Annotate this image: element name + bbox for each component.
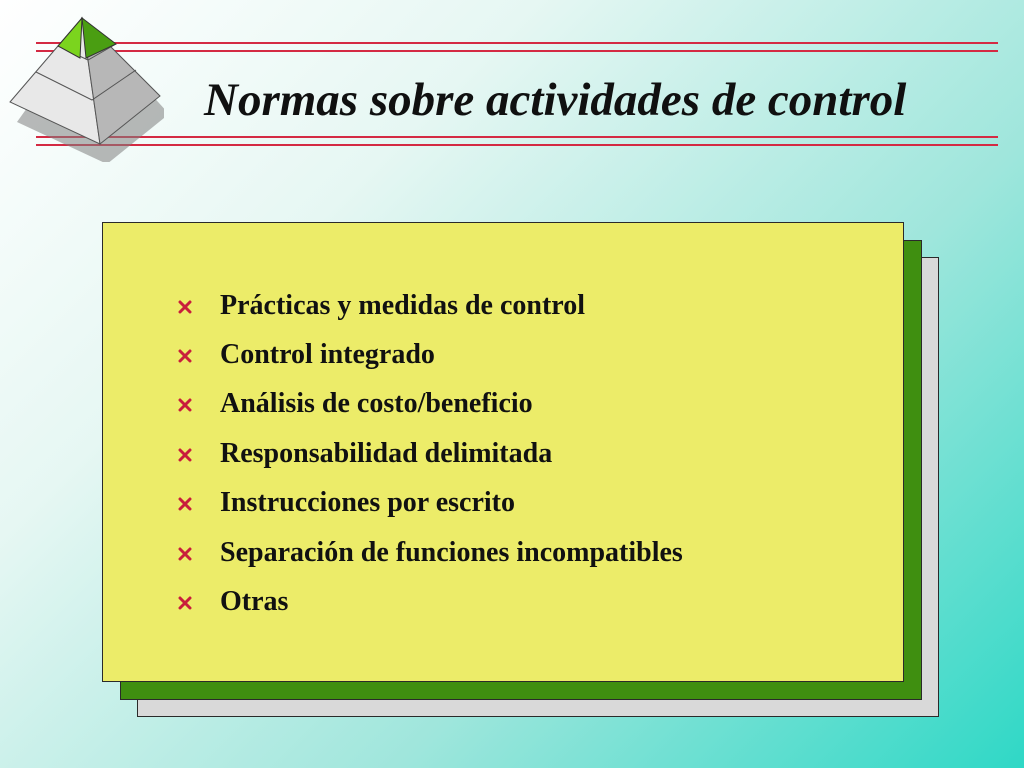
x-mark-icon	[178, 448, 192, 462]
list-item-text: Otras	[220, 586, 289, 618]
x-mark-icon	[178, 349, 192, 363]
list-item-text: Instrucciones por escrito	[220, 487, 515, 519]
list-item	[178, 380, 683, 429]
list-item-text: Responsabilidad delimitada	[220, 437, 553, 469]
pyramid-logo-icon	[8, 14, 164, 162]
list-item	[178, 577, 683, 626]
title-rule-top-1	[36, 42, 998, 44]
x-mark-icon	[178, 596, 192, 610]
list-item	[178, 330, 683, 379]
list-item	[178, 479, 683, 528]
list-item-text: Prácticas y medidas de control	[220, 289, 585, 321]
x-mark-icon	[178, 300, 192, 314]
x-mark-icon	[178, 398, 192, 412]
title-rule-bottom-1	[36, 136, 998, 138]
list-item	[178, 281, 683, 330]
list-item-text: Separación de funciones incompatibles	[220, 536, 683, 568]
list-item	[178, 429, 683, 478]
list-item-text: Análisis de costo/beneficio	[220, 388, 533, 420]
title-rule-bottom-2	[36, 144, 998, 146]
x-mark-icon	[178, 497, 192, 511]
list-item	[178, 528, 683, 577]
slide-title: Normas sobre actividades de control	[204, 74, 907, 126]
title-rule-top-2	[36, 50, 998, 52]
bullet-list	[178, 281, 683, 627]
list-item-text: Control integrado	[220, 339, 435, 371]
x-mark-icon	[178, 547, 192, 561]
